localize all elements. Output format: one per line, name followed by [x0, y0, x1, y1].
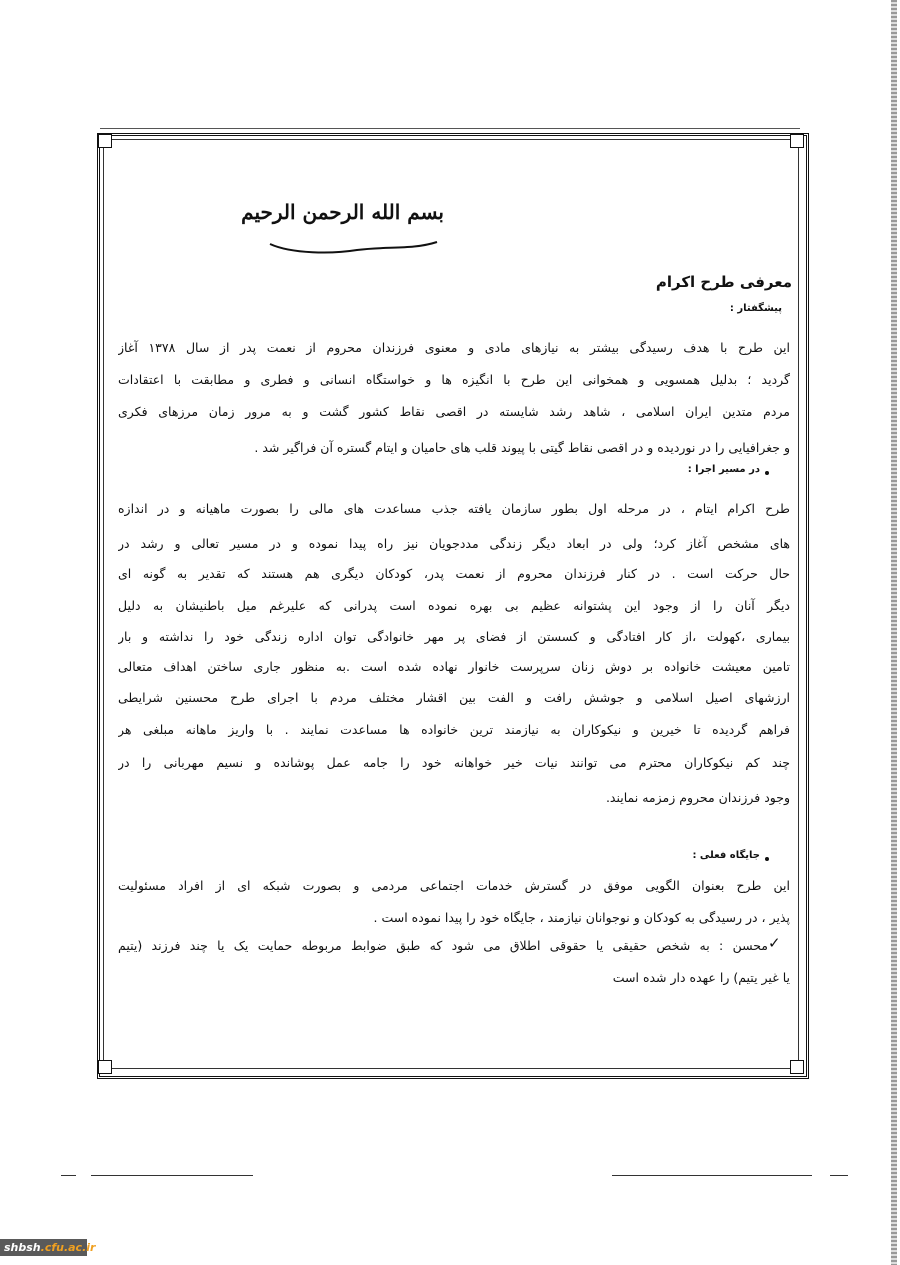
text-line: محسن : به شخص حقیقی یا حقوقی اطلاق می شود که طبق ضوابط مربوطه حمایت یک یا چند فرزند (یتیم	[118, 938, 768, 953]
checkmark-icon: ✓	[768, 934, 781, 952]
footer-rule	[91, 1175, 253, 1176]
footer-rule	[61, 1175, 76, 1176]
frame-corner	[790, 1060, 804, 1074]
footer-rule	[612, 1175, 812, 1176]
page-title: معرفی طرح اکرام	[655, 273, 792, 291]
section-label-status: جایگاه فعلی :	[692, 850, 760, 861]
footer-rule	[830, 1175, 848, 1176]
top-rule	[100, 128, 800, 129]
text-line: پذیر ، در رسیدگی به کودکان و نوجوانان نیازمند ، جایگاه خود را پیدا نموده است .	[373, 910, 790, 925]
text-line: این طرح بعنوان الگویی موفق در گسترش خدمات اجتماعی مردمی و بصورت شبکه ای از افراد مسئولیت	[118, 878, 790, 893]
watermark-text: shbsh	[4, 1241, 41, 1254]
scan-edge	[891, 0, 897, 1265]
text-line: های مشخص آغاز کرد؛ ولی در ابعاد دیگر زندگی مددجویان نیز راه پیدا نموده و در مسیر تعالی و رشد در	[118, 536, 790, 551]
text-line: وجود فرزندان محروم زمزمه نمایند.	[605, 790, 790, 805]
text-line: گردید ؛ بدلیل همسویی و همخوانی این طرح با انگیزه ها و خواستگاه انسانی و فطری و مطابقت با اعتقادات	[118, 372, 790, 387]
text-line: دیگر آنان را از وجود این پشتوانه عظیم بی بهره نموده است پدرانی که علیرغم میل باطنیشان به دلیل	[118, 598, 790, 613]
text-line: فراهم گردیده تا خیرین و نیکوکاران به نیازمند ترین خانواده ها مساعدت نمایند . با واریز ماهانه مبلغی هر	[118, 722, 790, 737]
text-line: مردم متدین ایران اسلامی ، شاهد رشد شایسته در اقصی نقاط کشور گشت و به مرور زمان مرزهای فکری	[118, 404, 790, 419]
frame-corner	[98, 1060, 112, 1074]
text-line: چند کم نیکوکاران محترم می توانند نیات خیر خواهانه خود را جامه عمل پوشانده و نسیم مهربانی را در	[118, 755, 790, 770]
frame-corner	[790, 134, 804, 148]
bullet-icon	[765, 857, 769, 861]
section-label-intro: پیشگفتار :	[729, 303, 782, 314]
text-line: و جغرافیایی را در نوردیده و در اقصی نقاط گیتی با پیوند قلب های حامیان و ایتام گستره آن فراگیر شد .	[254, 440, 790, 455]
text-line: تامین معیشت خانواده بر دوش زنان سرپرست خانوار نهاده شده است .به منظور جاری ساختن اهداف متعالی	[118, 659, 790, 674]
frame-corner	[98, 134, 112, 148]
text-line: طرح اکرام ایتام ، در مرحله اول بطور سازمان یافته جذب مساعدت های مالی را بصورت ماهیانه و در اندازه	[118, 501, 790, 516]
section-label-execution: در مسیر اجرا :	[687, 464, 760, 475]
watermark-domain: .cfu.ac.ir	[40, 1241, 96, 1254]
text-line: حال حرکت است . در کنار فرزندان محروم از نعمت پدر، کودکان دیگری هم هستند که تقدیر به گونه ای	[118, 566, 790, 581]
text-line: ارزشهای اصیل اسلامی و جوشش رافت و الفت بین اقشار مختلف مردم با اجرای طرح محسنین شرایطی	[118, 690, 790, 705]
text-line: یا غیر یتیم) را عهده دار شده است	[612, 970, 790, 985]
bismillah-calligraphy: بسم الله الرحمن الرحیم	[241, 200, 444, 224]
text-line: بیماری ،کهولت ،از کار افتادگی و کسستن از فضای پر مهر خانوادگی توان اداره زندگی خود را نداشته و بار	[118, 629, 790, 644]
text-line: این طرح با هدف رسیدگی بیشتر به نیازهای مادی و معنوی فرزندان محروم از نعمت پدر از سال ۱۳۷۸ آغاز	[118, 340, 790, 355]
bullet-icon	[765, 471, 769, 475]
watermark	[0, 1239, 96, 1256]
